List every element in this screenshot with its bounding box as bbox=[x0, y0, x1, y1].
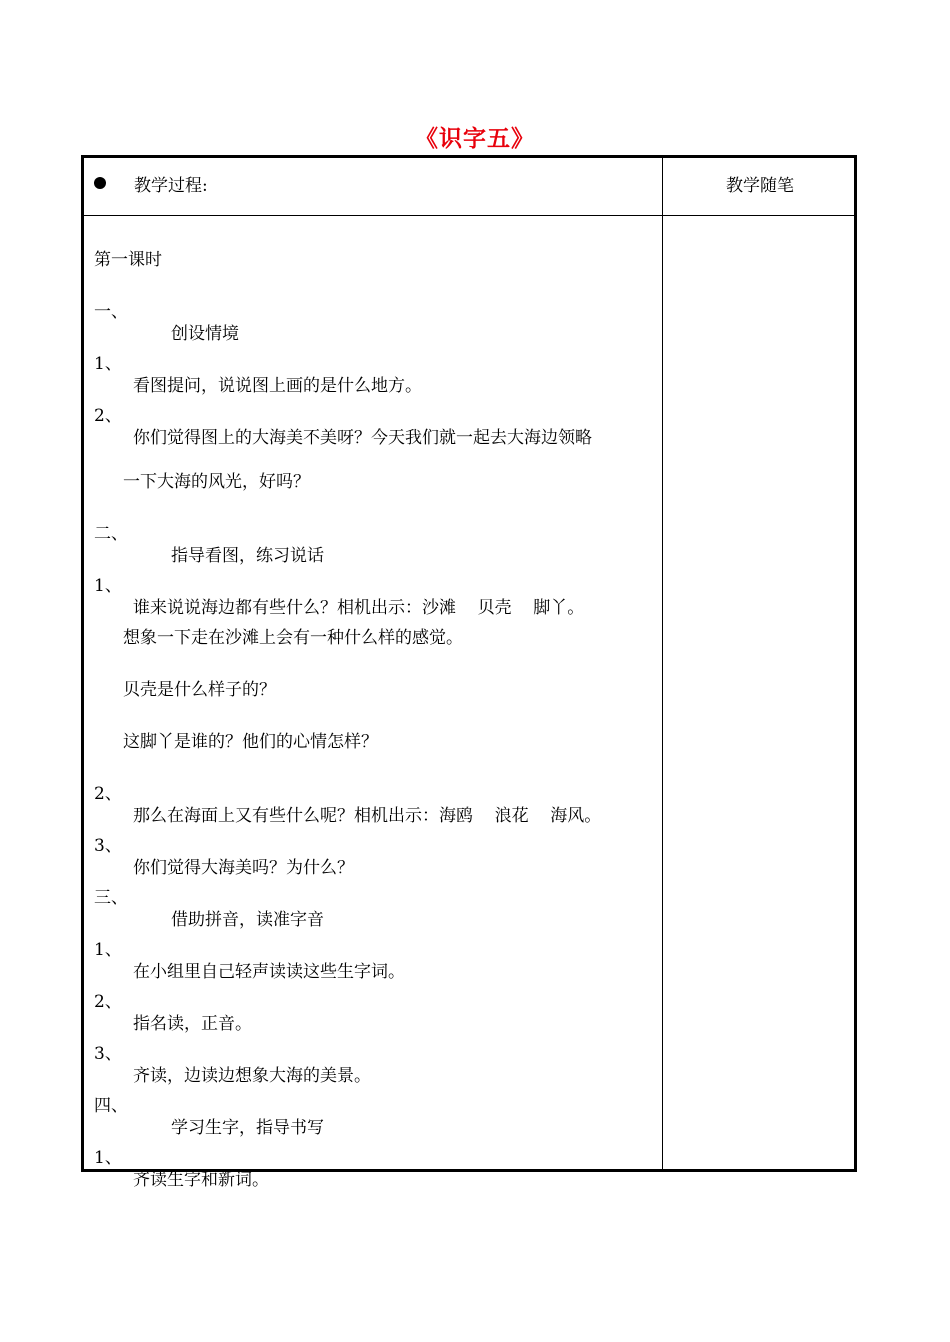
line-text: 一下大海的风光，好吗？ bbox=[123, 472, 310, 492]
line-text: 齐读，边读边想象大海的美景。 bbox=[133, 1066, 371, 1086]
line-marker: 2、 bbox=[94, 406, 122, 426]
line-marker: 1、 bbox=[94, 354, 122, 374]
line-text: 第一课时 bbox=[94, 250, 162, 270]
line-marker: 2、 bbox=[94, 992, 122, 1012]
bullet-icon bbox=[94, 177, 106, 189]
line-marker: 3、 bbox=[94, 836, 122, 856]
line-marker: 1、 bbox=[94, 576, 122, 596]
line-text: 想象一下走在沙滩上会有一种什么样的感觉。 bbox=[123, 628, 463, 648]
line-text: 学习生字，指导书写 bbox=[171, 1118, 324, 1138]
line-marker: 四、 bbox=[94, 1096, 128, 1116]
line-text: 那么在海面上又有些什么呢？相机出示：海鸥 浪花 海风。 bbox=[133, 806, 602, 826]
line-text: 贝壳是什么样子的？ bbox=[123, 680, 276, 700]
line-marker: 3、 bbox=[94, 1044, 122, 1064]
line-text: 借助拼音，读准字音 bbox=[171, 910, 324, 930]
header-divider bbox=[84, 215, 854, 216]
line-text: 谁来说说海边都有些什么？相机出示：沙滩 贝壳 脚丫。 bbox=[133, 598, 585, 618]
line-marker: 1、 bbox=[94, 1148, 122, 1168]
line-marker: 二、 bbox=[94, 524, 128, 544]
line-marker: 一、 bbox=[94, 302, 128, 322]
line-text: 你们觉得图上的大海美不美呀？今天我们就一起去大海边领略 bbox=[133, 428, 592, 448]
teaching-process-header: 教学过程: bbox=[134, 176, 208, 196]
line-text: 指导看图，练习说话 bbox=[171, 546, 324, 566]
lesson-plan-table bbox=[81, 155, 857, 1190]
line-marker: 三、 bbox=[94, 888, 128, 908]
page-title: 《识字五》 bbox=[415, 126, 535, 152]
line-text: 齐读生字和新词。 bbox=[133, 1170, 269, 1190]
line-text: 看图提问，说说图上画的是什么地方。 bbox=[133, 376, 422, 396]
line-marker: 2、 bbox=[94, 784, 122, 804]
line-text: 你们觉得大海美吗？为什么？ bbox=[133, 858, 354, 878]
line-text: 创设情境 bbox=[171, 324, 239, 344]
line-text: 指名读，正音。 bbox=[133, 1014, 252, 1034]
line-text: 这脚丫是谁的？他们的心情怎样？ bbox=[123, 732, 378, 752]
lesson-line bbox=[94, 1125, 269, 1213]
column-divider bbox=[662, 158, 663, 1169]
line-marker: 1、 bbox=[94, 940, 122, 960]
teaching-notes-header: 教学随笔 bbox=[726, 176, 794, 196]
line-text: 在小组里自己轻声读读这些生字词。 bbox=[133, 962, 405, 982]
